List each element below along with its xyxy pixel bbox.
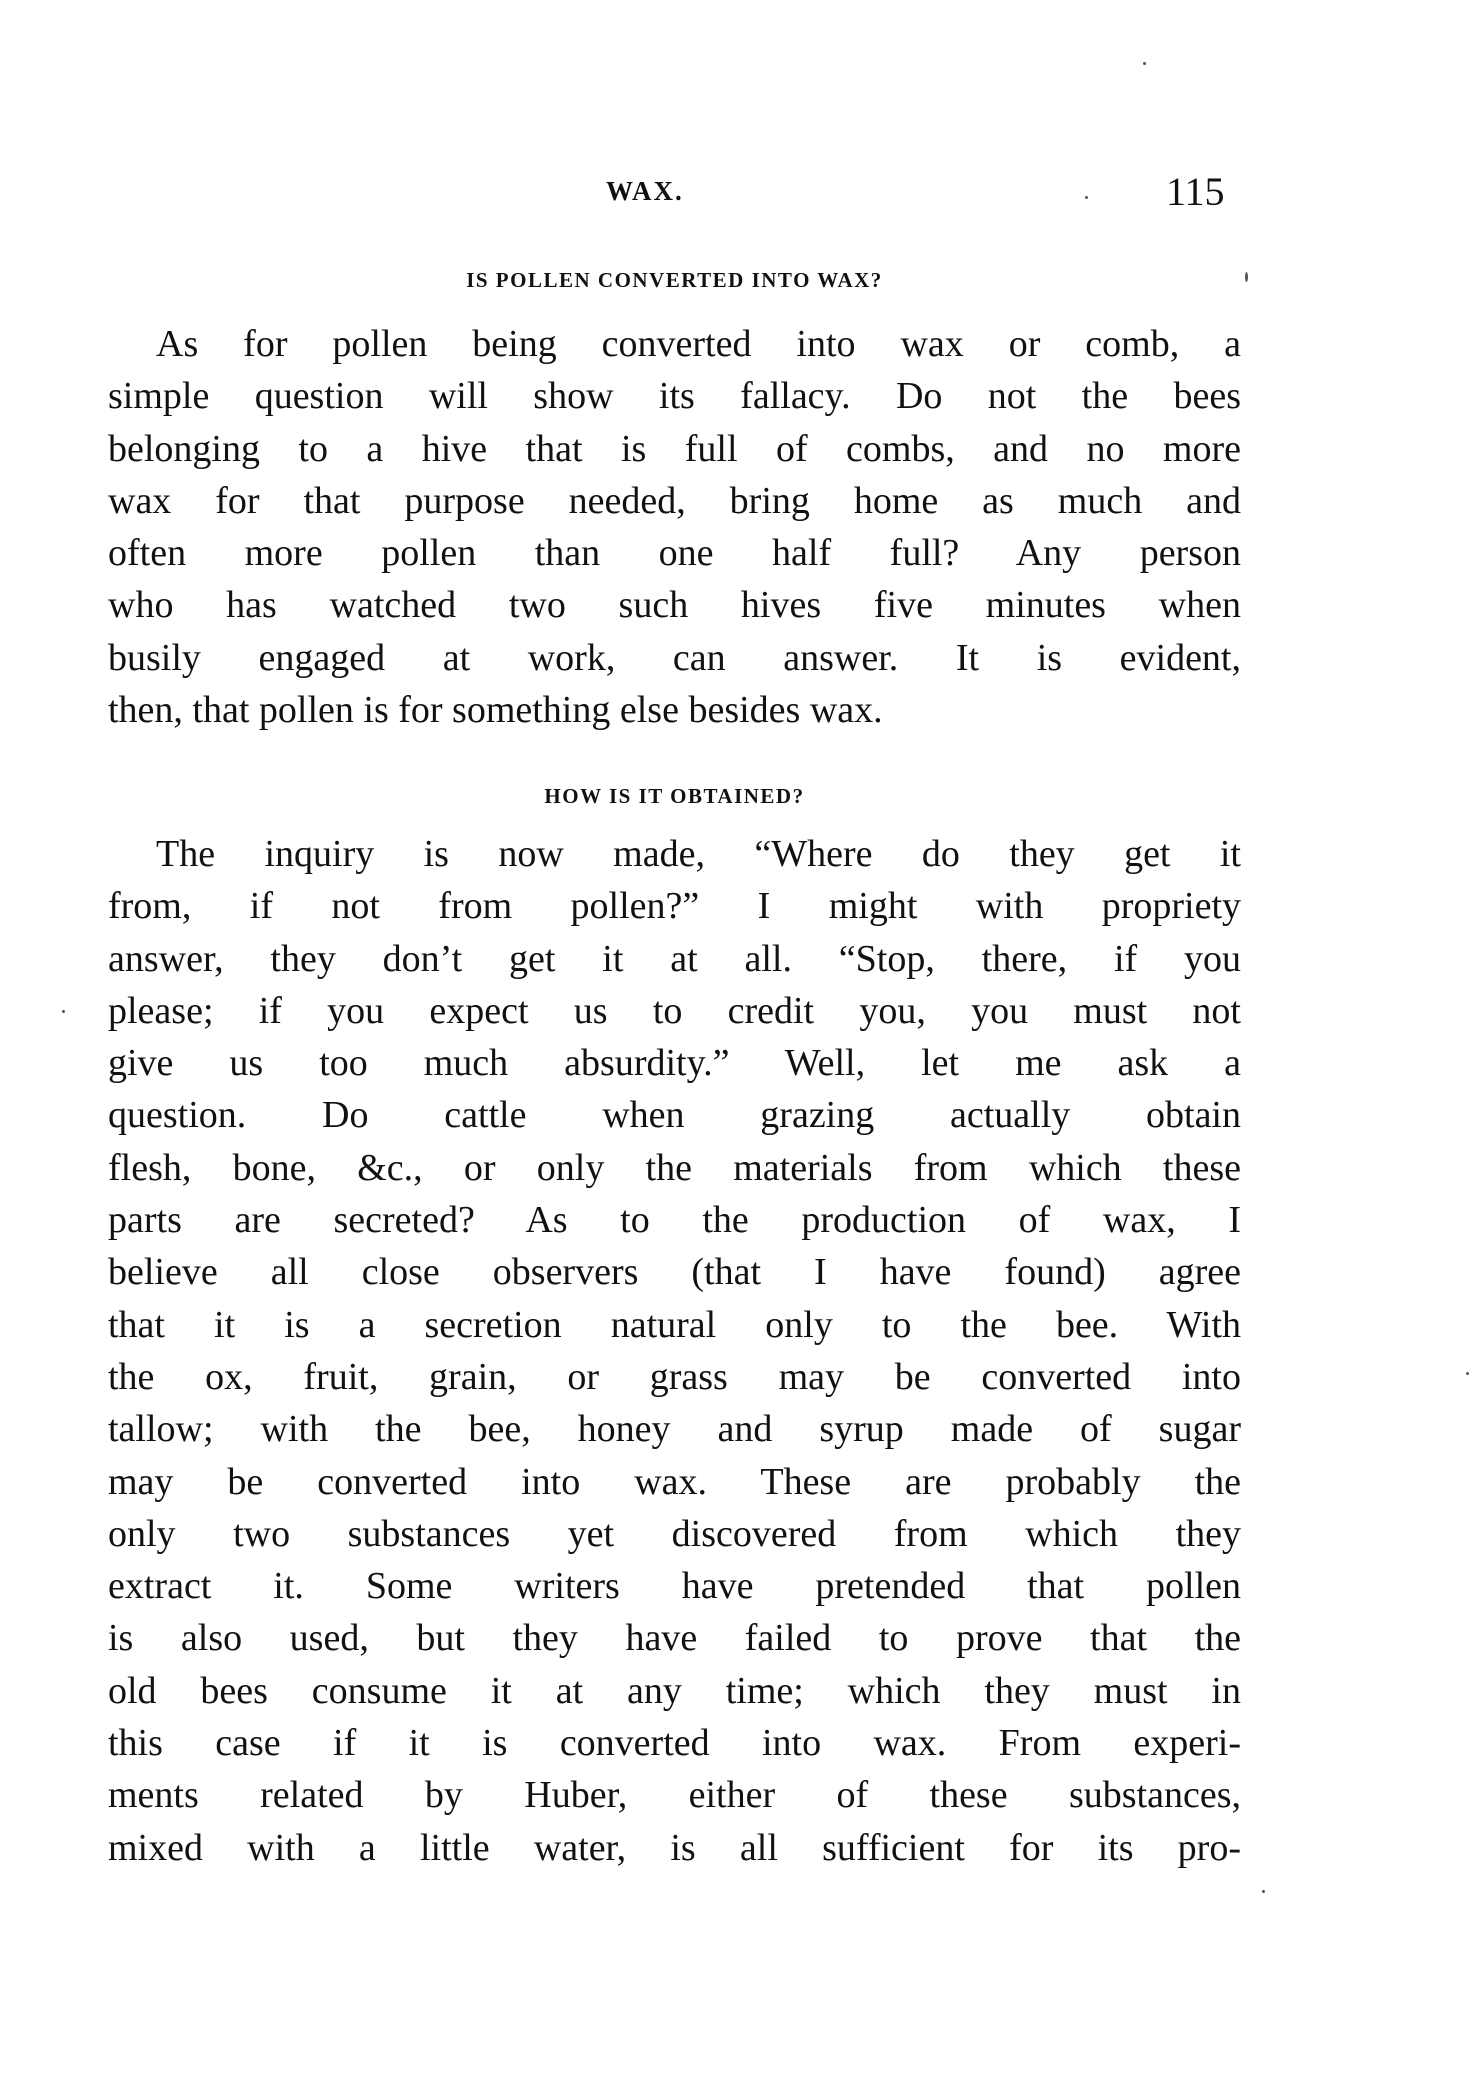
page-number: 115 bbox=[1166, 169, 1225, 214]
paragraph-pollen bbox=[108, 318, 1241, 736]
text-line: believe all close observers (that I have found) agree bbox=[108, 1251, 1241, 1294]
scan-speck bbox=[62, 1010, 65, 1013]
text-line: that it is a secretion natural only to the bee. With bbox=[108, 1303, 1241, 1346]
text-line: is also used, but they have failed to prove that the bbox=[108, 1617, 1241, 1660]
text-line: As for pollen being converted into wax or comb, a bbox=[156, 323, 1241, 365]
scan-speck bbox=[1085, 196, 1088, 199]
text-line: the ox, fruit, grain, or grass may be converted into bbox=[108, 1355, 1241, 1398]
text-line: then, that pollen is for something else besides wax. bbox=[108, 689, 883, 732]
section-heading-obtained: HOW IS IT OBTAINED? bbox=[544, 784, 805, 808]
running-title: WAX. bbox=[606, 176, 684, 206]
scan-speck bbox=[1245, 272, 1248, 282]
text-line: may be converted into wax. These are probably the bbox=[108, 1460, 1241, 1503]
text-line: only two substances yet discovered from which they bbox=[108, 1512, 1241, 1555]
text-line: The inquiry is now made, “Where do they get it bbox=[156, 833, 1241, 875]
text-line: from, if not from pollen?” I might with propriety bbox=[108, 885, 1241, 928]
scan-speck bbox=[1143, 62, 1146, 65]
text-line: answer, they don’t get it at all. “Stop, there, if you bbox=[108, 937, 1241, 980]
text-line: often more pollen than one half full? Any person bbox=[108, 532, 1241, 575]
paragraph-obtained bbox=[108, 828, 1241, 1874]
scan-speck bbox=[1262, 1890, 1265, 1893]
text-line: question. Do cattle when grazing actually obtain bbox=[108, 1094, 1241, 1137]
text-line: parts are secreted? As to the production of wax, I bbox=[108, 1199, 1241, 1242]
section-heading-pollen: IS POLLEN CONVERTED INTO WAX? bbox=[466, 268, 883, 292]
text-line: belonging to a hive that is full of combs, and no more bbox=[108, 427, 1241, 470]
text-line: old bees consume it at any time; which they must in bbox=[108, 1669, 1241, 1712]
text-line: wax for that purpose needed, bring home as much and bbox=[108, 479, 1241, 522]
text-line: simple question will show its fallacy. Do not the bees bbox=[108, 375, 1241, 418]
text-line: give us too much absurdity.” Well, let me ask a bbox=[108, 1042, 1241, 1085]
text-line: please; if you expect us to credit you, you must not bbox=[108, 989, 1241, 1032]
text-line: ments related by Huber, either of these substances, bbox=[108, 1774, 1241, 1817]
text-line: who has watched two such hives five minutes when bbox=[108, 584, 1241, 627]
text-line: tallow; with the bee, honey and syrup made of sugar bbox=[108, 1408, 1241, 1451]
text-line: busily engaged at work, can answer. It is evident, bbox=[108, 636, 1241, 679]
text-line: flesh, bone, &c., or only the materials from which these bbox=[108, 1146, 1241, 1189]
text-line: extract it. Some writers have pretended that pollen bbox=[108, 1565, 1241, 1608]
text-line: mixed with a little water, is all sufficient for its pro- bbox=[108, 1826, 1241, 1869]
text-line: this case if it is converted into wax. From experi- bbox=[108, 1722, 1241, 1765]
